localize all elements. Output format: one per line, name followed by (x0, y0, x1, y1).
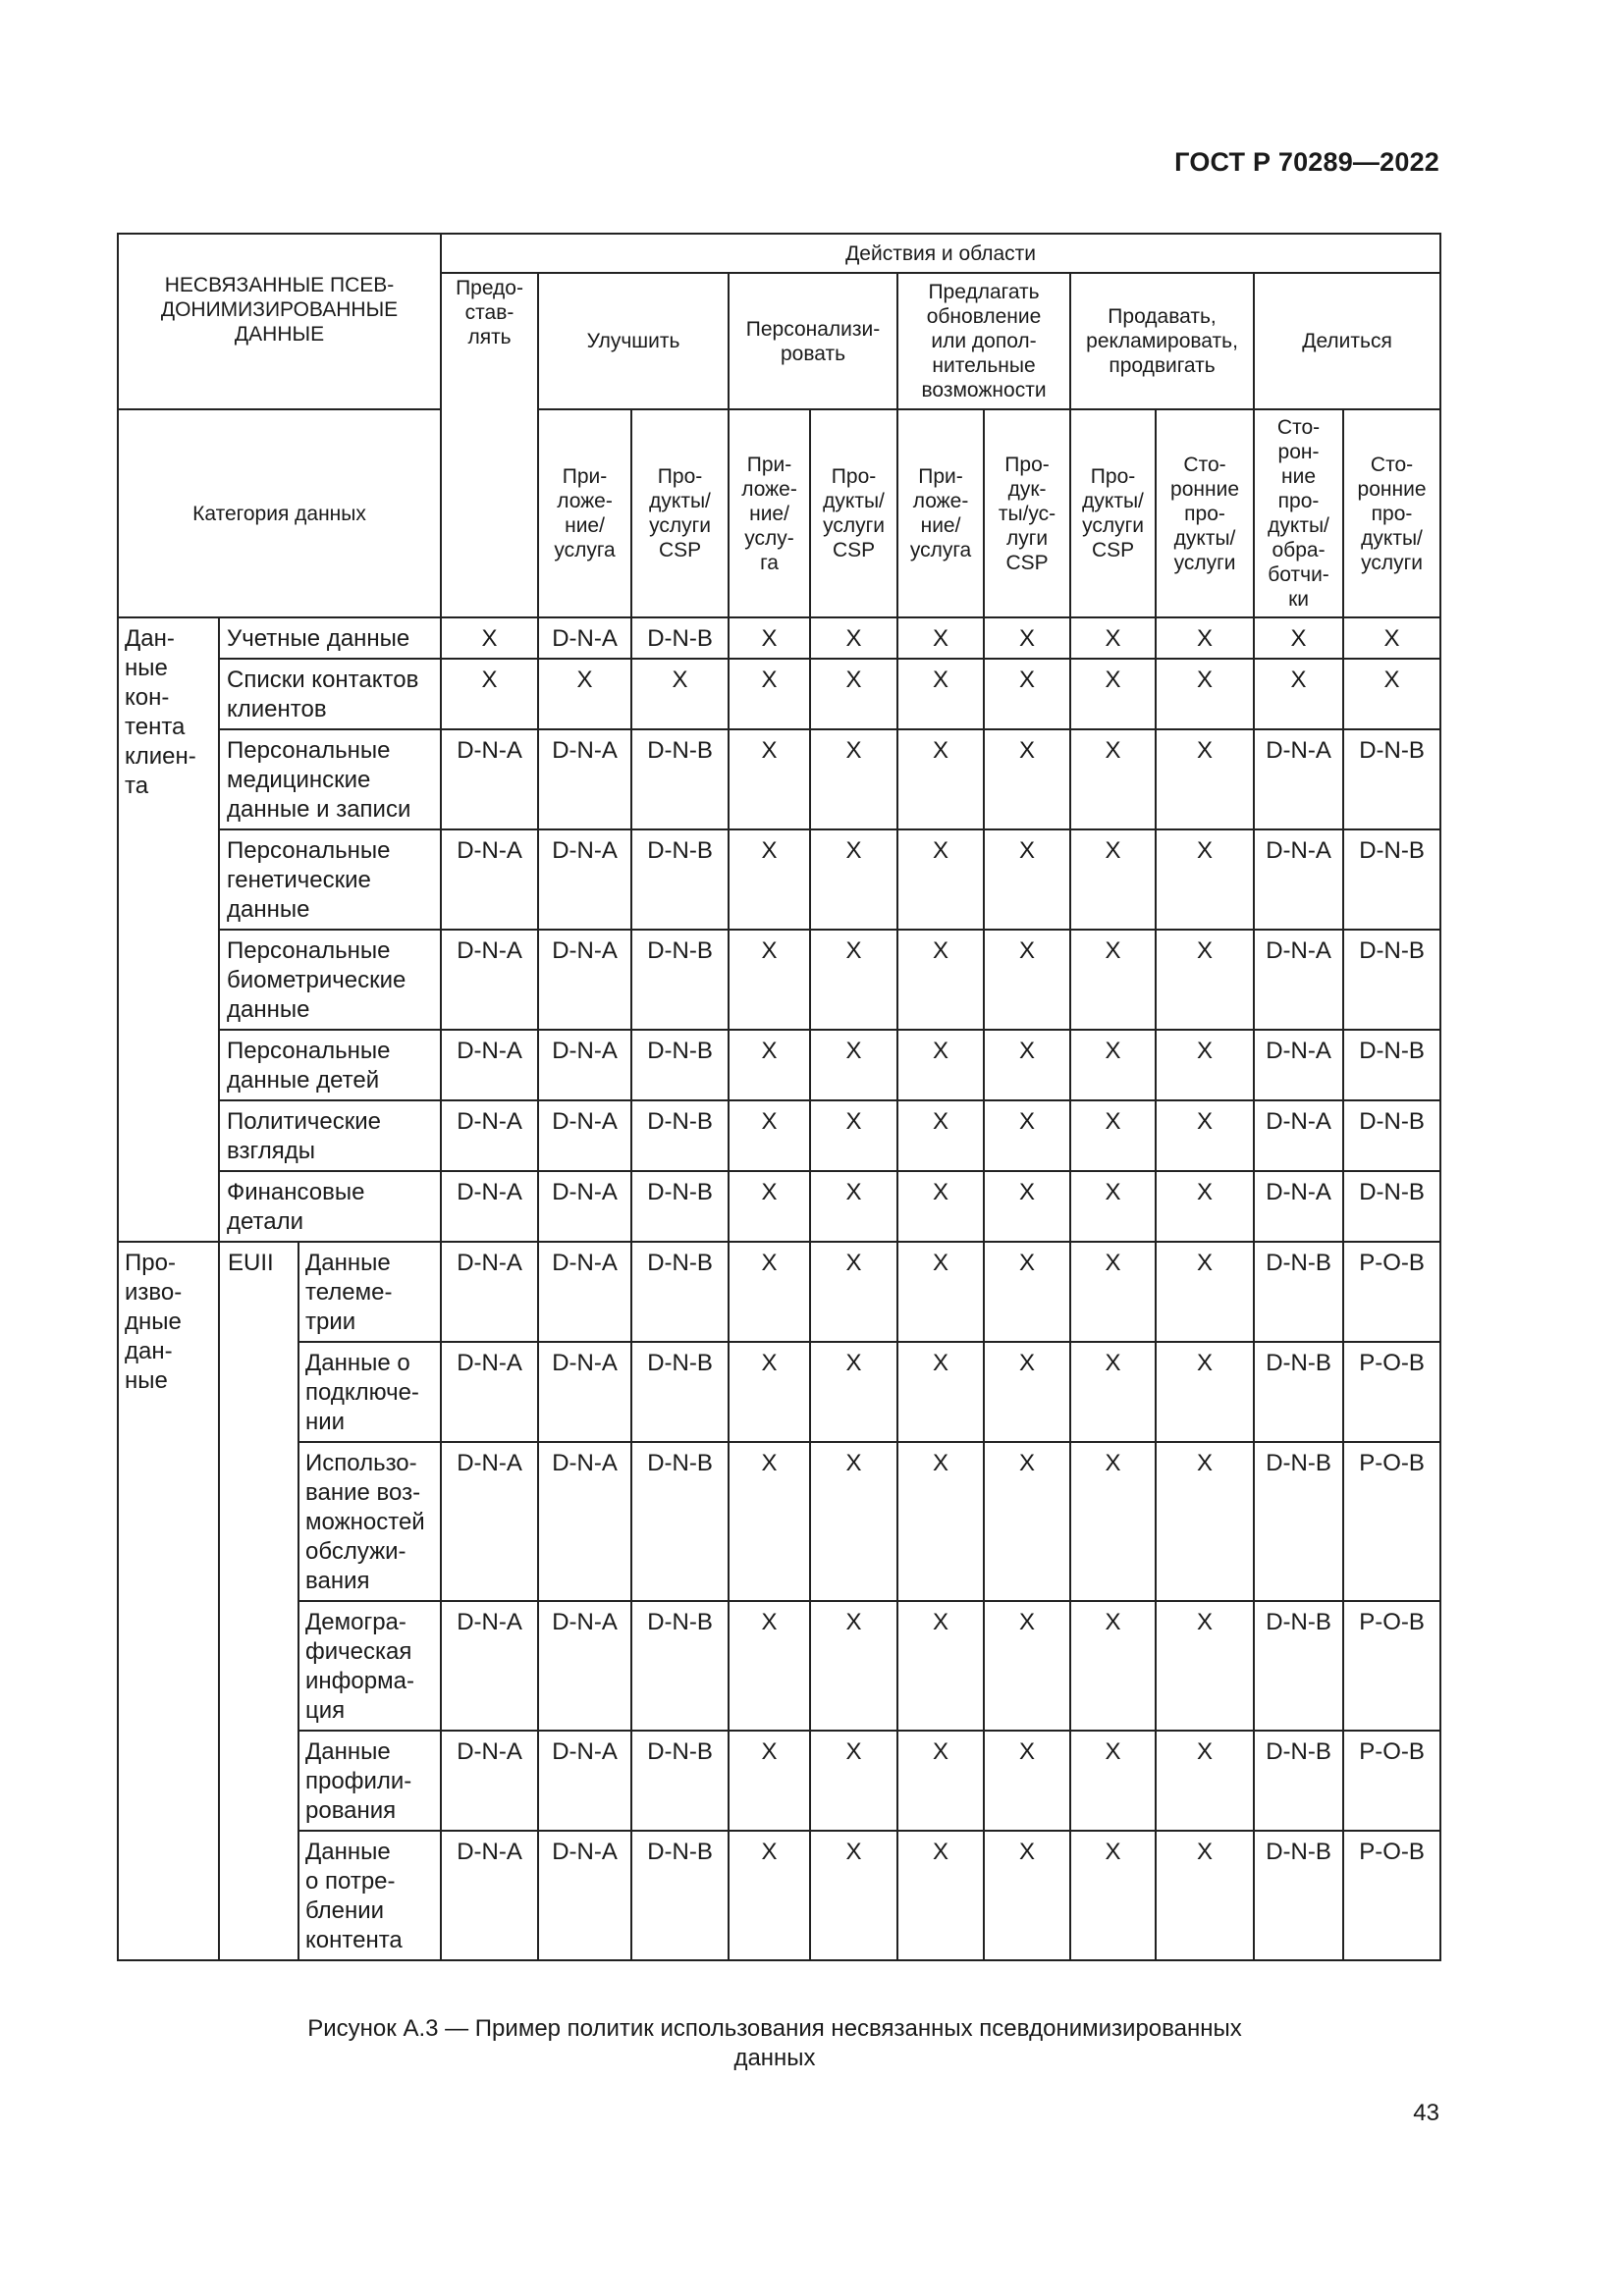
table-row (118, 659, 1440, 729)
policy-value-cell: D-N-A (1254, 1100, 1343, 1171)
policy-value-cell: D-N-B (631, 1831, 729, 1960)
policy-value-cell: D-N-A (441, 930, 538, 1030)
policy-value-cell: X (897, 617, 984, 659)
policy-value-cell: D-N-A (441, 1242, 538, 1342)
policy-value-cell: P-O-B (1343, 1731, 1440, 1831)
policy-value-cell: D-N-B (631, 1242, 729, 1342)
row-label: Данные профили- рования (298, 1731, 441, 1831)
policy-value-cell: D-N-A (538, 1601, 631, 1731)
policy-value-cell: X (897, 1342, 984, 1442)
subcolumn-header: При- ложе- ние/ услу- га (729, 409, 810, 617)
policy-value-cell: D-N-A (441, 1831, 538, 1960)
policy-value-cell: X (729, 1342, 810, 1442)
policy-table (117, 233, 1441, 1961)
policy-value-cell: D-N-B (631, 1030, 729, 1100)
policy-value-cell: D-N-A (1254, 1030, 1343, 1100)
policy-value-cell: X (1156, 1030, 1254, 1100)
group-header-provide: Предо- став- лять (441, 273, 538, 617)
policy-value-cell: X (729, 729, 810, 829)
group-header-sell: Продавать, рекламировать, продвигать (1070, 273, 1254, 409)
policy-value-cell: X (1343, 617, 1440, 659)
row-label: Персональные генетические данные (219, 829, 441, 930)
group-header-share: Делиться (1254, 273, 1440, 409)
policy-value-cell: X (1070, 829, 1156, 930)
policy-value-cell: X (984, 1030, 1070, 1100)
policy-value-cell: D-N-B (631, 829, 729, 930)
table-row (118, 1731, 1440, 1831)
policy-value-cell: D-N-A (538, 1831, 631, 1960)
policy-value-cell: X (1070, 1601, 1156, 1731)
policy-value-cell: X (810, 829, 897, 930)
actions-header: Действия и области (441, 234, 1440, 273)
row-label: Персональные медицинские данные и записи (219, 729, 441, 829)
policy-value-cell: X (984, 1342, 1070, 1442)
group-header-improve: Улучшить (538, 273, 729, 409)
policy-value-cell: X (984, 1442, 1070, 1601)
policy-value-cell: X (1070, 1831, 1156, 1960)
policy-value-cell: P-O-B (1343, 1831, 1440, 1960)
policy-value-cell: X (984, 617, 1070, 659)
policy-value-cell: X (810, 659, 897, 729)
policy-value-cell: X (897, 659, 984, 729)
policy-value-cell: P-O-B (1343, 1442, 1440, 1601)
policy-value-cell: X (1254, 659, 1343, 729)
policy-value-cell: X (1070, 1242, 1156, 1342)
policy-value-cell: D-N-B (1254, 1342, 1343, 1442)
row-label: Использо- вание воз- можностей обслужи- вания (298, 1442, 441, 1601)
policy-value-cell: X (1070, 1442, 1156, 1601)
policy-value-cell: X (1156, 1731, 1254, 1831)
row-label: Данные о потре- блении контента (298, 1831, 441, 1960)
policy-value-cell: D-N-B (631, 1731, 729, 1831)
policy-value-cell: D-N-A (1254, 829, 1343, 930)
row-label: Демогра- фическая информа- ция (298, 1601, 441, 1731)
policy-value-cell: X (897, 729, 984, 829)
policy-value-cell: D-N-B (631, 1171, 729, 1242)
policy-value-cell: D-N-A (538, 1731, 631, 1831)
policy-value-cell: D-N-A (441, 1100, 538, 1171)
row-label: Списки контактов клиентов (219, 659, 441, 729)
subcolumn-header: При- ложе- ние/ услуга (897, 409, 984, 617)
policy-value-cell: D-N-B (631, 1342, 729, 1442)
policy-value-cell: X (441, 617, 538, 659)
policy-value-cell: D-N-B (1343, 1171, 1440, 1242)
subcolumn-header: Сто- ронние про- дукты/ услуги (1156, 409, 1254, 617)
policy-value-cell: D-N-A (1254, 930, 1343, 1030)
table-row (118, 1601, 1440, 1731)
policy-value-cell: X (1156, 1171, 1254, 1242)
subcolumn-header: Про- дук- ты/ус- луги CSP (984, 409, 1070, 617)
subcolumn-header: Про- дукты/ услуги CSP (810, 409, 897, 617)
policy-value-cell: X (1254, 617, 1343, 659)
policy-value-cell: X (729, 1601, 810, 1731)
subcolumn-header: Сто- рон- ние про- дукты/ обра- ботчи- ки (1254, 409, 1343, 617)
policy-value-cell: X (729, 930, 810, 1030)
policy-value-cell: D-N-A (538, 930, 631, 1030)
policy-value-cell: P-O-B (1343, 1342, 1440, 1442)
policy-value-cell: D-N-B (1343, 729, 1440, 829)
policy-value-cell: D-N-A (538, 829, 631, 930)
policy-value-cell: X (1156, 829, 1254, 930)
policy-value-cell: X (441, 659, 538, 729)
policy-value-cell: X (729, 1831, 810, 1960)
row-label: Политические взгляды (219, 1100, 441, 1171)
row-label: Учетные данные (219, 617, 441, 659)
policy-value-cell: X (984, 1171, 1070, 1242)
table-row (118, 1030, 1440, 1100)
policy-value-cell: X (1156, 1601, 1254, 1731)
document-code: ГОСТ Р 70289—2022 (1174, 147, 1439, 177)
policy-value-cell: X (1070, 617, 1156, 659)
policy-value-cell: X (1070, 1342, 1156, 1442)
row-label: Персональные биометрические данные (219, 930, 441, 1030)
policy-value-cell: X (1156, 617, 1254, 659)
table-row (118, 829, 1440, 930)
policy-value-cell: X (810, 1100, 897, 1171)
policy-value-cell: X (810, 1242, 897, 1342)
policy-value-cell: D-N-A (441, 1030, 538, 1100)
policy-value-cell: D-N-B (631, 930, 729, 1030)
policy-value-cell: X (1070, 1171, 1156, 1242)
policy-value-cell: D-N-B (631, 1601, 729, 1731)
policy-value-cell: X (729, 1171, 810, 1242)
policy-value-cell: D-N-B (1343, 1030, 1440, 1100)
policy-value-cell: X (897, 829, 984, 930)
policy-value-cell: X (1156, 659, 1254, 729)
group-label-client-content: Дан- ные кон- тента клиен- та (118, 617, 219, 1242)
policy-value-cell: D-N-B (631, 729, 729, 829)
table-row (118, 930, 1440, 1030)
policy-value-cell: X (810, 1731, 897, 1831)
policy-value-cell: X (810, 1342, 897, 1442)
policy-value-cell: D-N-B (631, 1442, 729, 1601)
policy-value-cell: X (897, 1030, 984, 1100)
policy-value-cell: D-N-A (441, 1171, 538, 1242)
policy-value-cell: X (729, 1030, 810, 1100)
table-row (118, 729, 1440, 829)
table-row (118, 1342, 1440, 1442)
policy-value-cell: X (810, 1831, 897, 1960)
policy-value-cell: D-N-B (1343, 829, 1440, 930)
policy-value-cell: X (984, 829, 1070, 930)
row-label: Финансовые детали (219, 1171, 441, 1242)
policy-value-cell: D-N-A (441, 1342, 538, 1442)
policy-value-cell: D-N-A (441, 1601, 538, 1731)
policy-value-cell: X (897, 1442, 984, 1601)
policy-value-cell: X (729, 659, 810, 729)
policy-value-cell: D-N-A (538, 1342, 631, 1442)
policy-value-cell: X (984, 1100, 1070, 1171)
table-row (118, 1831, 1440, 1960)
subcolumn-header: Про- дукты/ услуги CSP (631, 409, 729, 617)
policy-value-cell: X (1070, 729, 1156, 829)
subgroup-label-euii: EUII (219, 1242, 298, 1960)
policy-value-cell: X (1070, 1731, 1156, 1831)
category-label: Категория данных (118, 409, 441, 617)
policy-value-cell: X (1156, 1442, 1254, 1601)
policy-value-cell: X (810, 1601, 897, 1731)
page-number: 43 (1413, 2100, 1439, 2126)
policy-value-cell: X (897, 1100, 984, 1171)
group-header-personalize: Персонализи- ровать (729, 273, 897, 409)
table-row (118, 1171, 1440, 1242)
policy-value-cell: D-N-B (1254, 1601, 1343, 1731)
policy-value-cell: D-N-B (631, 617, 729, 659)
policy-value-cell: X (810, 1030, 897, 1100)
policy-value-cell: P-O-B (1343, 1242, 1440, 1342)
policy-value-cell: X (984, 1242, 1070, 1342)
policy-value-cell: D-N-B (1254, 1831, 1343, 1960)
policy-value-cell: X (897, 1601, 984, 1731)
policy-value-cell: X (1156, 1831, 1254, 1960)
policy-value-cell: X (1070, 659, 1156, 729)
policy-value-cell: X (810, 729, 897, 829)
policy-value-cell: D-N-A (1254, 729, 1343, 829)
table-row (118, 617, 1440, 659)
policy-value-cell: P-O-B (1343, 1601, 1440, 1731)
policy-value-cell: D-N-A (538, 1030, 631, 1100)
policy-value-cell: X (729, 1100, 810, 1171)
policy-value-cell: X (984, 659, 1070, 729)
policy-value-cell: D-N-B (1343, 930, 1440, 1030)
policy-value-cell: X (1343, 659, 1440, 729)
policy-value-cell: D-N-B (1254, 1442, 1343, 1601)
row-label: Данные о подключе- нии (298, 1342, 441, 1442)
policy-value-cell: X (631, 659, 729, 729)
policy-value-cell: X (1156, 729, 1254, 829)
policy-value-cell: D-N-A (538, 729, 631, 829)
policy-value-cell: X (1156, 1342, 1254, 1442)
policy-value-cell: D-N-B (1254, 1242, 1343, 1342)
policy-value-cell: X (1070, 930, 1156, 1030)
policy-value-cell: X (1156, 930, 1254, 1030)
policy-value-cell: X (1156, 1100, 1254, 1171)
policy-value-cell: X (1156, 1242, 1254, 1342)
group-header-offer: Предлагать обновление или допол- нительные возможности (897, 273, 1070, 409)
policy-value-cell: X (729, 1442, 810, 1601)
policy-value-cell: X (984, 1601, 1070, 1731)
policy-value-cell: X (1070, 1100, 1156, 1171)
policy-value-cell: X (810, 617, 897, 659)
policy-value-cell: X (1070, 1030, 1156, 1100)
policy-value-cell: X (810, 1442, 897, 1601)
policy-value-cell: D-N-A (538, 1100, 631, 1171)
policy-value-cell: X (984, 1731, 1070, 1831)
policy-value-cell: D-N-A (441, 1731, 538, 1831)
policy-value-cell: X (729, 829, 810, 930)
policy-value-cell: X (729, 1242, 810, 1342)
policy-value-cell: X (897, 1831, 984, 1960)
row-label: Персональные данные детей (219, 1030, 441, 1100)
policy-value-cell: X (897, 930, 984, 1030)
row-label: Данные телеме- трии (298, 1242, 441, 1342)
subcolumn-header: Сто- ронние про- дукты/ услуги (1343, 409, 1440, 617)
policy-value-cell: X (538, 659, 631, 729)
figure-caption: Рисунок А.3 — Пример политик использования несвязанных псевдонимизированных данных (307, 2015, 1242, 2071)
table-row (118, 1442, 1440, 1601)
table-row (118, 1242, 1440, 1342)
policy-value-cell: D-N-A (441, 829, 538, 930)
policy-value-cell: D-N-A (538, 1242, 631, 1342)
policy-value-cell: D-N-A (441, 1442, 538, 1601)
subcolumn-header: При- ложе- ние/ услуга (538, 409, 631, 617)
policy-value-cell: X (897, 1171, 984, 1242)
subcolumn-header: Про- дукты/ услуги CSP (1070, 409, 1156, 617)
table-row (118, 1100, 1440, 1171)
group-label-derived-data: Про- изво- дные дан- ные (118, 1242, 219, 1960)
policy-value-cell: D-N-A (1254, 1171, 1343, 1242)
corner-title: НЕСВЯЗАННЫЕ ПСЕВ- ДОНИМИЗИРОВАННЫЕ ДАННЫЕ (118, 234, 441, 409)
policy-value-cell: D-N-A (538, 1442, 631, 1601)
policy-value-cell: D-N-B (631, 1100, 729, 1171)
policy-value-cell: X (810, 1171, 897, 1242)
policy-value-cell: D-N-A (538, 1171, 631, 1242)
policy-value-cell: X (984, 1831, 1070, 1960)
policy-value-cell: X (984, 729, 1070, 829)
policy-value-cell: X (810, 930, 897, 1030)
policy-value-cell: X (897, 1242, 984, 1342)
policy-value-cell: X (729, 617, 810, 659)
policy-value-cell: X (897, 1731, 984, 1831)
policy-value-cell: D-N-B (1343, 1100, 1440, 1171)
policy-value-cell: D-N-A (538, 617, 631, 659)
policy-value-cell: D-N-A (441, 729, 538, 829)
policy-value-cell: X (729, 1731, 810, 1831)
policy-value-cell: X (984, 930, 1070, 1030)
policy-value-cell: D-N-B (1254, 1731, 1343, 1831)
